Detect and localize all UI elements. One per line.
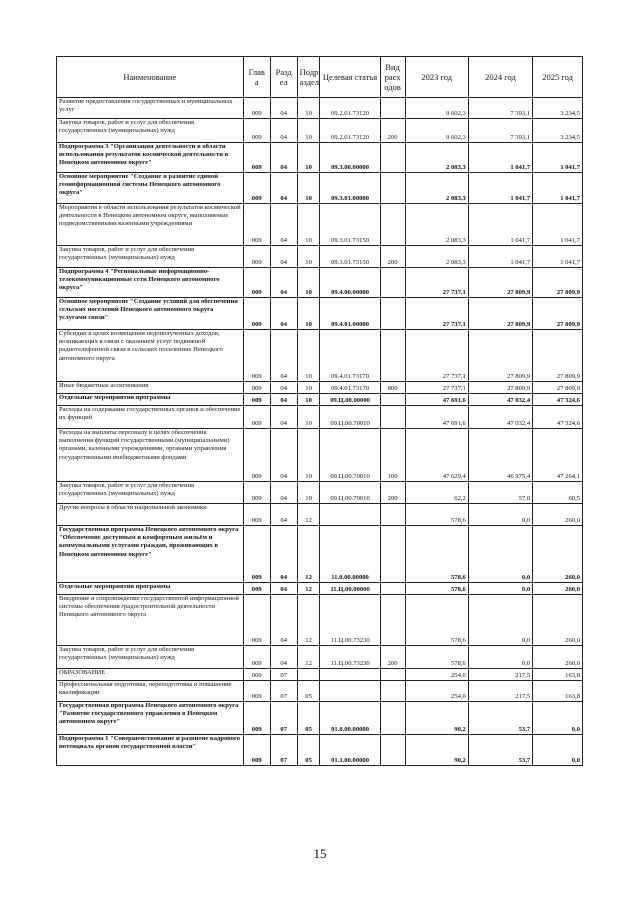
header-2025: 2025 год [533, 57, 583, 98]
table-row [57, 268, 583, 298]
cell-2023: 2 083,3 [405, 204, 468, 246]
cell-name: Расходы на выплаты персоналу в целях обеспечения выполнения функций государственными (муниципальными) органами, казенными учреждениями, органами управления государственными внебюджетными фондами [57, 429, 244, 482]
cell-razdel: 04 [270, 268, 297, 298]
cell-podrazdel: 10 [297, 406, 320, 429]
cell-name: Профессиональная подготовка, переподготовка и повышение квалификации [57, 681, 244, 702]
header-2023: 2023 год [405, 57, 468, 98]
table-row [57, 394, 583, 406]
cell-razdel: 04 [270, 429, 297, 482]
header-podrazdel: Подр аздел [297, 57, 320, 98]
cell-name: Расходы на содержание государственных органов и обеспечение их функций [57, 406, 244, 429]
cell-2023: 90,2 [405, 702, 468, 735]
cell-name: Отдельные мероприятия программы [57, 583, 244, 595]
cell-2023: 90,2 [405, 735, 468, 766]
table-row [57, 298, 583, 330]
cell-2025: 3 234,5 [533, 119, 583, 143]
table-row [57, 702, 583, 735]
cell-2025: 163,8 [533, 681, 583, 702]
cell-name: Другие вопросы в области национальной экономики [57, 504, 244, 526]
cell-vid [380, 681, 405, 702]
table-row [57, 681, 583, 702]
cell-target: 11.Ц.00.73230 [320, 595, 380, 646]
cell-2024: 47 032,4 [468, 406, 532, 429]
cell-2025: 1 041,7 [533, 246, 583, 268]
cell-2025: 0,0 [533, 702, 583, 735]
cell-2023: 27 737,1 [405, 382, 468, 394]
table-row [57, 98, 583, 119]
cell-podrazdel: 05 [297, 702, 320, 735]
header-vid: Вид расх одов [380, 57, 405, 98]
cell-name: Мероприятия в области использования результатов космической деятельности в Ненецком автономном округе, выполняемые подведомственными казенными учреждениями [57, 204, 244, 246]
header-glava: Глав а [243, 57, 270, 98]
cell-glava: 009 [243, 526, 270, 583]
cell-glava: 009 [243, 246, 270, 268]
cell-vid [380, 526, 405, 583]
cell-glava: 009 [243, 330, 270, 382]
cell-2024: 7 393,1 [468, 98, 532, 119]
cell-glava: 009 [243, 406, 270, 429]
cell-target: 09.4.00.00000 [320, 268, 380, 298]
cell-target: 09.3.01.73150 [320, 204, 380, 246]
cell-podrazdel: 10 [297, 246, 320, 268]
table-row [57, 526, 583, 583]
cell-name: Закупка товаров, работ и услуг для обеспечения государственных (муниципальных) нужд [57, 482, 244, 504]
cell-2024: 27 809,9 [468, 268, 532, 298]
cell-name: Государственная программа Ненецкого автономного округа "Обеспечение доступным и комфортным жильём и коммунальными услугами граждан, проживающих в Ненецком автономном округе" [57, 526, 244, 583]
cell-razdel: 04 [270, 204, 297, 246]
cell-glava: 009 [243, 204, 270, 246]
cell-podrazdel: 12 [297, 646, 320, 669]
table-row [57, 382, 583, 394]
cell-2025: 3 234,5 [533, 98, 583, 119]
cell-2024: 46 975,4 [468, 429, 532, 482]
cell-vid [380, 735, 405, 766]
cell-vid: 200 [380, 246, 405, 268]
cell-vid [380, 595, 405, 646]
cell-razdel: 04 [270, 382, 297, 394]
cell-2023: 2 083,3 [405, 246, 468, 268]
cell-target: 09.3.01.73150 [320, 246, 380, 268]
cell-razdel: 07 [270, 669, 297, 681]
cell-vid [380, 143, 405, 173]
cell-2024: 217,5 [468, 681, 532, 702]
cell-razdel: 07 [270, 681, 297, 702]
cell-2025: 260,0 [533, 526, 583, 583]
cell-2024: 53,7 [468, 735, 532, 766]
page-number: 15 [313, 846, 327, 861]
cell-target: 09.4.01.00000 [320, 298, 380, 330]
cell-name: Развитие предоставления государственных и муниципальных услуг [57, 98, 244, 119]
cell-2023: 578,6 [405, 504, 468, 526]
cell-name: Подпрограмма 3 "Организация деятельности в области использования результатов космической деятельности в Ненецком автономном округе" [57, 143, 244, 173]
cell-2025: 47 324,6 [533, 394, 583, 406]
cell-target: 09.3.00.00000 [320, 143, 380, 173]
cell-vid [380, 173, 405, 204]
cell-vid [380, 669, 405, 681]
cell-glava: 009 [243, 583, 270, 595]
cell-2024: 27 809,9 [468, 298, 532, 330]
cell-razdel: 04 [270, 583, 297, 595]
table-row [57, 646, 583, 669]
cell-glava: 009 [243, 735, 270, 766]
cell-podrazdel: 10 [297, 268, 320, 298]
cell-name: Подпрограмма 4 "Региональные информационно-телекоммуникационные сети Ненецкого автономного округа" [57, 268, 244, 298]
budget-table [56, 56, 583, 766]
cell-podrazdel: 10 [297, 394, 320, 406]
cell-glava: 009 [243, 394, 270, 406]
header-target: Целевая статья [320, 57, 380, 98]
cell-name: Основное мероприятие "Создание и развитие единой геоинформационной системы Ненецкого автономного округа" [57, 173, 244, 204]
cell-2023: 62,2 [405, 482, 468, 504]
cell-razdel: 04 [270, 504, 297, 526]
cell-2025: 27 809,9 [533, 382, 583, 394]
cell-podrazdel: 10 [297, 98, 320, 119]
cell-name: Субсидии в целях возмещения недополученных доходов, возникающих в связи с оказанием услуг подвижной радиотелефонной связи в сельских поселениях Ненецкого автономного округа [57, 330, 244, 382]
cell-target: 09.Ц.00.00000 [320, 394, 380, 406]
cell-target: 01.0.00.00000 [320, 702, 380, 735]
cell-2025: 0,0 [533, 735, 583, 766]
cell-2025: 260,0 [533, 583, 583, 595]
cell-razdel: 04 [270, 298, 297, 330]
cell-2023: 578,6 [405, 583, 468, 595]
cell-target: 09.3.01.00000 [320, 173, 380, 204]
cell-name: Иные бюджетные ассигнования [57, 382, 244, 394]
header-razdel: Разд ел [270, 57, 297, 98]
table-row [57, 173, 583, 204]
cell-2024: 0,0 [468, 526, 532, 583]
cell-razdel: 04 [270, 595, 297, 646]
cell-podrazdel: 10 [297, 429, 320, 482]
cell-razdel: 04 [270, 173, 297, 204]
cell-2024: 0,0 [468, 583, 532, 595]
cell-podrazdel: 10 [297, 173, 320, 204]
cell-2024: 57,0 [468, 482, 532, 504]
cell-target: 09.Ц.00.70010 [320, 429, 380, 482]
cell-name: Основное мероприятие "Создание условий для обеспечения сельских поселений Ненецкого автономного округа услугами связи" [57, 298, 244, 330]
cell-glava: 009 [243, 429, 270, 482]
cell-razdel: 04 [270, 526, 297, 583]
table-row [57, 204, 583, 246]
table-row [57, 119, 583, 143]
cell-2024: 47 032,4 [468, 394, 532, 406]
cell-razdel: 04 [270, 98, 297, 119]
cell-vid [380, 268, 405, 298]
cell-vid: 200 [380, 119, 405, 143]
cell-name: Подпрограмма 1 "Совершенствование и развитие кадрового потенциала органов государственной власти" [57, 735, 244, 766]
cell-2025: 1 041,7 [533, 143, 583, 173]
cell-2023: 578,6 [405, 646, 468, 669]
cell-2024: 1 041,7 [468, 204, 532, 246]
cell-2024: 1 041,7 [468, 173, 532, 204]
cell-glava: 009 [243, 268, 270, 298]
cell-podrazdel: 05 [297, 735, 320, 766]
cell-name: Отдельные мероприятия программы [57, 394, 244, 406]
table-row [57, 330, 583, 382]
cell-2025: 47 264,1 [533, 429, 583, 482]
cell-2023: 9 602,3 [405, 98, 468, 119]
table-row [57, 735, 583, 766]
cell-2025: 260,0 [533, 595, 583, 646]
cell-razdel: 04 [270, 143, 297, 173]
cell-podrazdel: 10 [297, 119, 320, 143]
cell-glava: 009 [243, 595, 270, 646]
cell-2025: 1 041,7 [533, 173, 583, 204]
cell-glava: 009 [243, 669, 270, 681]
cell-2024: 217,5 [468, 669, 532, 681]
cell-glava: 009 [243, 143, 270, 173]
cell-2025: 60,5 [533, 482, 583, 504]
cell-target [320, 669, 380, 681]
cell-name: Государственная программа Ненецкого автономного округа "Развитие государственного управления в Ненецком автономном округе" [57, 702, 244, 735]
cell-vid [380, 98, 405, 119]
cell-name: ОБРАЗОВАНИЕ [57, 669, 244, 681]
cell-razdel: 04 [270, 646, 297, 669]
cell-podrazdel: 10 [297, 143, 320, 173]
cell-name: Закупка товаров, работ и услуг для обеспечения государственных (муниципальных) нужд [57, 646, 244, 669]
cell-2025: 27 809,9 [533, 330, 583, 382]
cell-podrazdel: 12 [297, 504, 320, 526]
cell-vid [380, 504, 405, 526]
header-2024: 2024 год [468, 57, 532, 98]
cell-2025: 27 809,9 [533, 268, 583, 298]
cell-vid: 200 [380, 482, 405, 504]
cell-2023: 2 083,3 [405, 143, 468, 173]
cell-razdel: 07 [270, 735, 297, 766]
cell-target: 11.Ц.00.00000 [320, 583, 380, 595]
cell-glava: 009 [243, 173, 270, 204]
cell-vid [380, 204, 405, 246]
cell-target: 09.Ц.00.70010 [320, 482, 380, 504]
cell-target: 11.Ц.00.73230 [320, 646, 380, 669]
cell-2023: 254,0 [405, 669, 468, 681]
cell-2025: 1 041,7 [533, 204, 583, 246]
cell-vid [380, 702, 405, 735]
table-row [57, 143, 583, 173]
table-row [57, 429, 583, 482]
cell-glava: 009 [243, 482, 270, 504]
cell-2023: 9 602,3 [405, 119, 468, 143]
cell-target: 01.1.00.00000 [320, 735, 380, 766]
cell-2025: 47 324,6 [533, 406, 583, 429]
cell-2025: 27 809,9 [533, 298, 583, 330]
cell-podrazdel: 10 [297, 482, 320, 504]
cell-vid [380, 583, 405, 595]
cell-podrazdel [297, 669, 320, 681]
cell-target: 09.2.01.73120 [320, 119, 380, 143]
cell-podrazdel: 12 [297, 526, 320, 583]
cell-target: 09.4.01.73170 [320, 330, 380, 382]
cell-2024: 0,0 [468, 646, 532, 669]
cell-vid [380, 394, 405, 406]
cell-2023: 27 737,1 [405, 268, 468, 298]
cell-target: 09.Ц.00.70010 [320, 406, 380, 429]
cell-glava: 009 [243, 702, 270, 735]
cell-glava: 009 [243, 119, 270, 143]
table-row [57, 669, 583, 681]
table-body [57, 98, 583, 766]
table-row [57, 246, 583, 268]
cell-glava: 009 [243, 298, 270, 330]
cell-podrazdel: 10 [297, 330, 320, 382]
cell-razdel: 04 [270, 406, 297, 429]
cell-2025: 163,8 [533, 669, 583, 681]
cell-2023: 2 083,3 [405, 173, 468, 204]
table-row [57, 583, 583, 595]
cell-2023: 254,0 [405, 681, 468, 702]
cell-2023: 47 629,4 [405, 429, 468, 482]
cell-target: 11.0.00.00000 [320, 526, 380, 583]
cell-2024: 53,7 [468, 702, 532, 735]
header-name: Наименование [57, 57, 244, 98]
cell-vid [380, 406, 405, 429]
cell-2024: 27 809,9 [468, 330, 532, 382]
cell-podrazdel: 10 [297, 204, 320, 246]
cell-vid: 200 [380, 646, 405, 669]
cell-podrazdel: 10 [297, 298, 320, 330]
cell-2025: 260,0 [533, 646, 583, 669]
cell-2023: 27 737,1 [405, 298, 468, 330]
table-header-row [57, 57, 583, 98]
cell-2024: 0,0 [468, 595, 532, 646]
cell-2024: 0,0 [468, 504, 532, 526]
cell-razdel: 04 [270, 394, 297, 406]
cell-target: 09.4.01.73170 [320, 382, 380, 394]
cell-vid: 800 [380, 382, 405, 394]
cell-razdel: 04 [270, 330, 297, 382]
cell-target: 09.2.01.73120 [320, 98, 380, 119]
cell-podrazdel: 12 [297, 595, 320, 646]
cell-name: Закупка товаров, работ и услуг для обеспечения государственных (муниципальных) нужд [57, 119, 244, 143]
cell-name: Внедрение и сопровождение государственной информационной системы обеспечения градостроительной деятельности Ненецкого автономного округа [57, 595, 244, 646]
cell-razdel: 07 [270, 702, 297, 735]
cell-vid [380, 330, 405, 382]
table-row [57, 406, 583, 429]
cell-glava: 009 [243, 98, 270, 119]
table-row [57, 504, 583, 526]
cell-podrazdel: 05 [297, 681, 320, 702]
cell-2024: 1 041,7 [468, 246, 532, 268]
cell-glava: 009 [243, 504, 270, 526]
cell-glava: 009 [243, 681, 270, 702]
cell-podrazdel: 12 [297, 583, 320, 595]
cell-target [320, 504, 380, 526]
cell-target [320, 681, 380, 702]
cell-2024: 27 809,9 [468, 382, 532, 394]
cell-name: Закупка товаров, работ и услуг для обеспечения государственных (муниципальных) нужд [57, 246, 244, 268]
cell-vid: 100 [380, 429, 405, 482]
cell-2024: 1 041,7 [468, 143, 532, 173]
cell-2023: 47 691,6 [405, 406, 468, 429]
cell-2023: 578,6 [405, 595, 468, 646]
cell-2023: 47 691,6 [405, 394, 468, 406]
cell-2023: 578,6 [405, 526, 468, 583]
table-row [57, 482, 583, 504]
cell-glava: 009 [243, 382, 270, 394]
cell-podrazdel: 10 [297, 382, 320, 394]
cell-2023: 27 737,1 [405, 330, 468, 382]
cell-glava: 009 [243, 646, 270, 669]
table-row [57, 595, 583, 646]
cell-vid [380, 298, 405, 330]
cell-2025: 260,0 [533, 504, 583, 526]
cell-2024: 7 393,1 [468, 119, 532, 143]
cell-razdel: 04 [270, 119, 297, 143]
cell-razdel: 04 [270, 482, 297, 504]
cell-razdel: 04 [270, 246, 297, 268]
